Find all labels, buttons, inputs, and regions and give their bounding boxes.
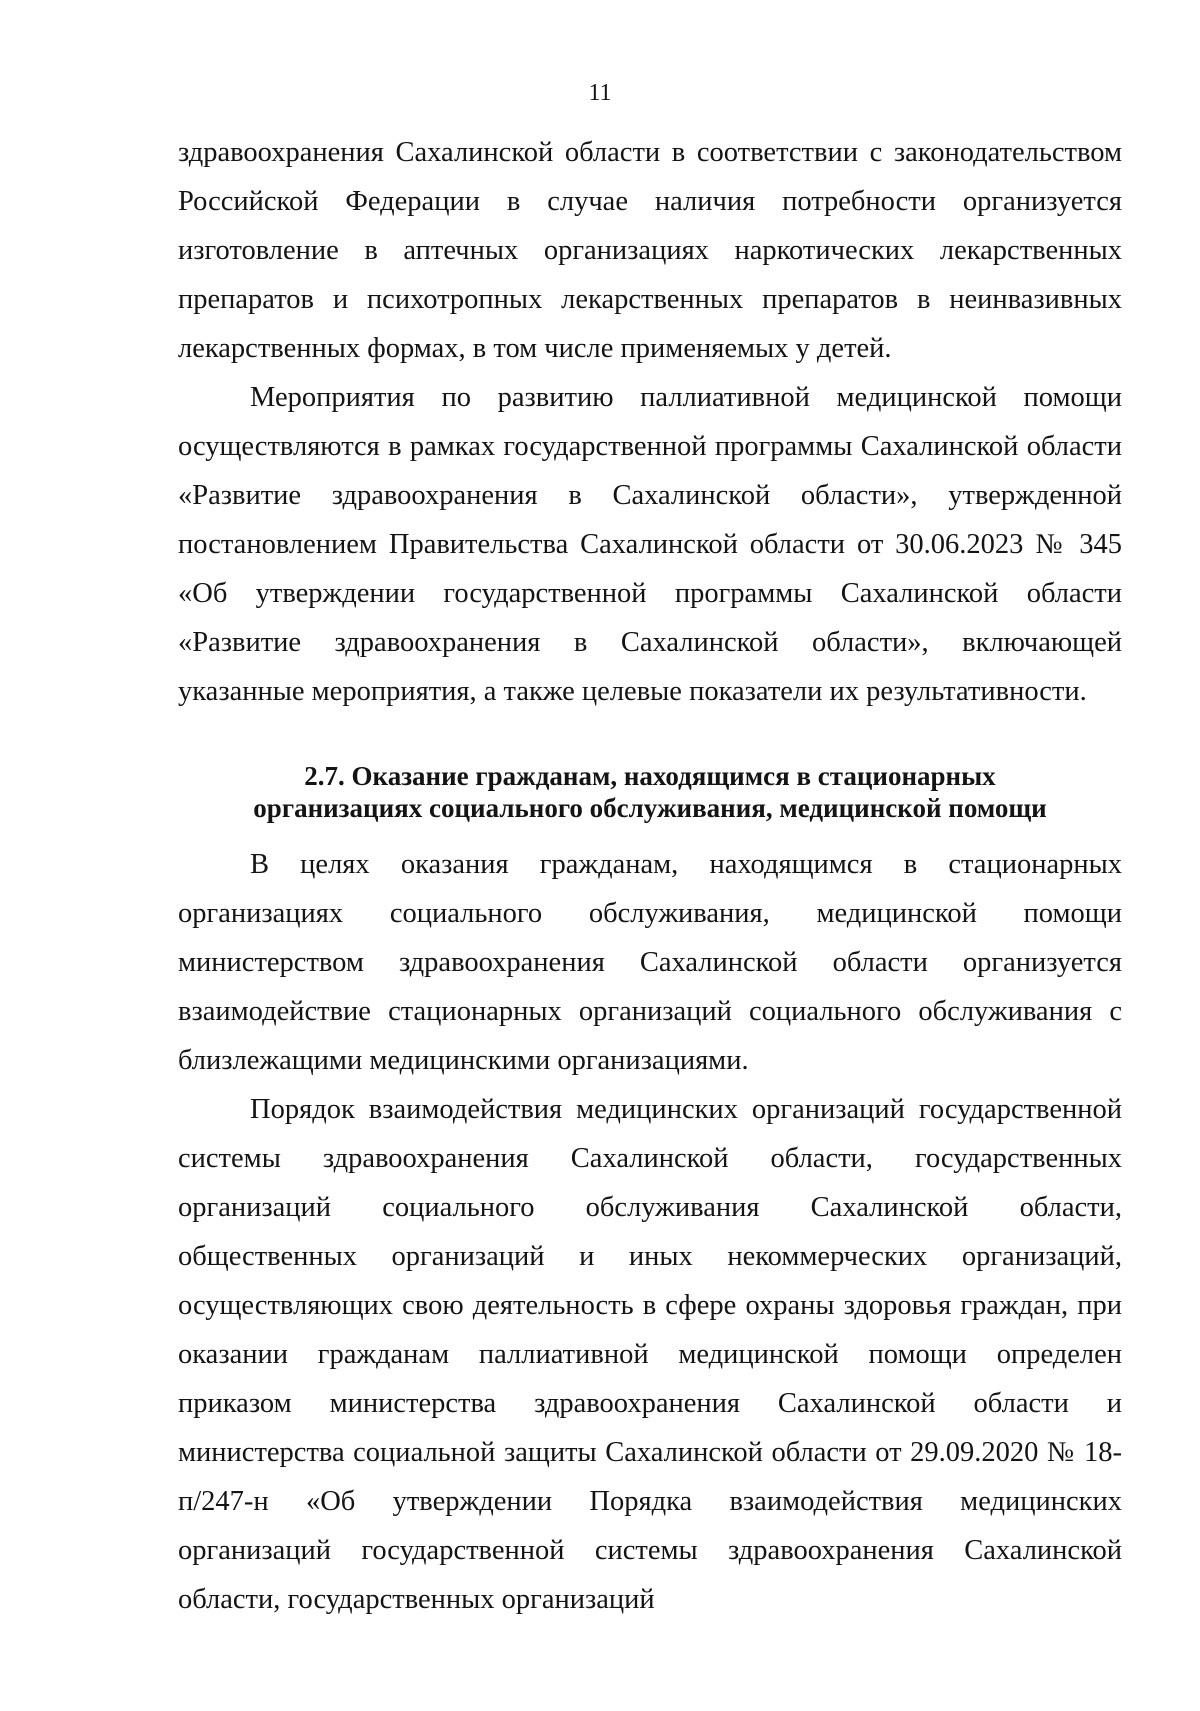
section-heading-line-1: 2.7. Оказание гражданам, находящимся в стационарных [304,761,996,791]
document-body [178,128,1122,1624]
page-number: 11 [588,80,612,106]
paragraph-social-care-cooperation: В целях оказания гражданам, находящимся в стационарных организациях социального обслуживания, медицинской помощи министерством здравоохранения Сахалинской области организуется взаимодействие стационарных организаций социального обслуживания с близлежащими медицинскими организациями. [178,849,1122,1076]
paragraph-palliative-programs: Мероприятия по развитию паллиативной медицинской помощи осуществляются в рамках государственной программы Сахалинской области «Развитие здравоохранения в Сахалинской области», утвержденной постановлением Правительства Сахалинской области от 30.06.2023 № 345 «Об утверждении государственной программы Сахалинской области «Развитие здравоохранения в Сахалинской области», включающей указанные мероприятия, а также целевые показатели их результативности. [178,382,1122,707]
paragraph-continuation: здравоохранения Сахалинской области в соответствии с законодательством Российской Федерации в случае наличия потребности организуется изготовление в аптечных организациях наркотических лекарственных препаратов и психотропных лекарственных препаратов в неинвазивных лекарственных формах, в том числе применяемых у детей. [178,137,1122,364]
section-heading-line-2: организациях социального обслуживания, медицинской помощи [253,793,1047,823]
paragraph-interaction-order: Порядок взаимодействия медицинских организаций государственной системы здравоохранения Сахалинской области, государственных организаций социального обслуживания Сахалинской области, общественных организаций и иных некоммерческих организаций, осуществляющих свою деятельность в сфере охраны здоровья граждан, при оказании гражданам паллиативной медицинской помощи определен приказом министерства здравоохранения Сахалинской области и министерства социальной защиты Сахалинской области от 29.09.2020 № 18-п/247-н «Об утверждении Порядка взаимодействия медицинских организаций государственной системы здравоохранения Сахалинской области, государственных организаций [178,1094,1122,1615]
section-heading [178,760,1122,824]
